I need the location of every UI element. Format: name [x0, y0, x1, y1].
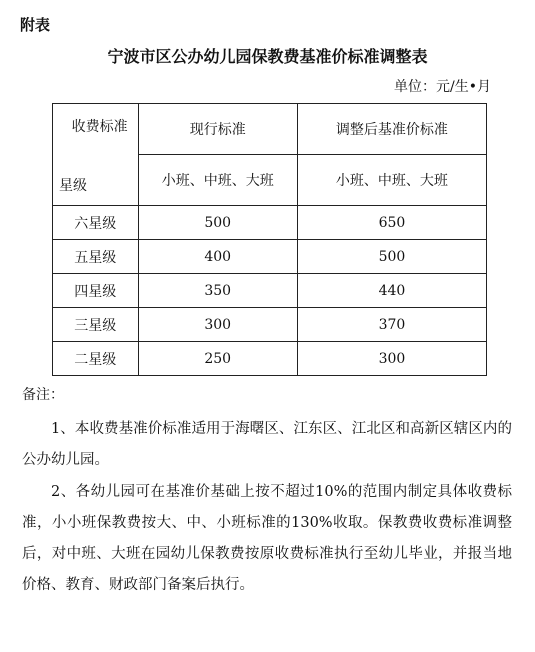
row-adjusted-fee: 500 [297, 240, 486, 274]
note-2: 2、各幼儿园可在基准价基础上按不超过10%的范围内制定具体收费标准，小小班保教费按大、中、小班标准的130%收取。保教费收费标准调整后，对中班、大班在园幼儿保教费按原收费标准执行至幼儿毕业，并报当地价格、教育、财政部门备案后执行。 [22, 484, 512, 593]
row-current-fee: 500 [138, 206, 297, 240]
table-row [53, 240, 487, 274]
subheader-adjusted-classes: 小班、中班、大班 [297, 155, 486, 206]
row-current-fee: 300 [138, 308, 297, 342]
row-star-level: 五星级 [53, 240, 139, 274]
row-adjusted-fee: 370 [297, 308, 486, 342]
corner-header-star-level: 星级 [59, 178, 87, 194]
row-star-level: 四星级 [53, 274, 139, 308]
table-row [53, 206, 487, 240]
corner-header-cell [53, 104, 139, 206]
row-star-level: 二星级 [53, 342, 139, 376]
row-current-fee: 350 [138, 274, 297, 308]
row-star-level: 三星级 [53, 308, 139, 342]
corner-header-fee-standard: 收费标准 [71, 119, 128, 135]
row-adjusted-fee: 650 [297, 206, 486, 240]
notes-label: 备注： [22, 387, 64, 403]
subheader-current-classes: 小班、中班、大班 [138, 155, 297, 206]
unit-label: 单位：元/生•月 [394, 79, 491, 95]
row-current-fee: 400 [138, 240, 297, 274]
table-row [53, 274, 487, 308]
table-row [53, 342, 487, 376]
table-title: 宁波市区公办幼儿园保教费基准价标准调整表 [107, 47, 428, 66]
note-1: 1、本收费基准价标准适用于海曙区、江东区、江北区和高新区辖区内的公办幼儿园。 [22, 421, 512, 468]
row-adjusted-fee: 300 [297, 342, 486, 376]
fee-standard-table [52, 103, 487, 376]
table-header-row [53, 104, 487, 155]
col-header-current: 现行标准 [138, 104, 297, 155]
col-header-adjusted: 调整后基准价标准 [297, 104, 486, 155]
row-current-fee: 250 [138, 342, 297, 376]
appendix-label: 附表 [20, 16, 51, 34]
table-row [53, 308, 487, 342]
row-star-level: 六星级 [53, 206, 139, 240]
row-adjusted-fee: 440 [297, 274, 486, 308]
